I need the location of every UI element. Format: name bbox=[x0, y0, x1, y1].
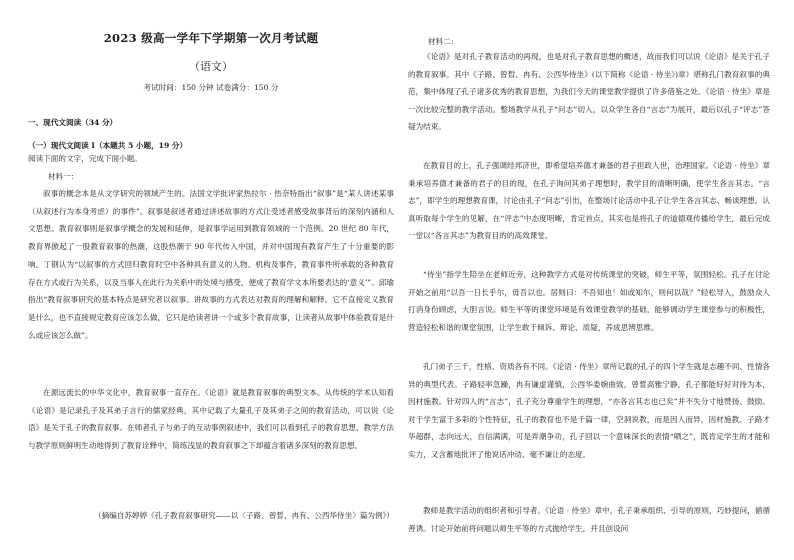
reading-instruction: 阅读下面的文字，完成下面小题。 bbox=[28, 154, 142, 163]
material-2-paragraph-2: 在教育目的上，孔子强调经邦济世，即希望培养德才兼备的君子担政人世，治理国家。《论语 · 侍坐》章秉承培养德才兼备的君子的目的现，在孔子询问其弟子理想时，教学目的清晰明确，使学生各言其志。“言志”，即学生的理想教育课，讨论由孔子“问志”引出，在整场讨论活动中孔子让学生各言其志、畅谈理想，认真听取每个学生的见解，在“评志”中态度明晰，肯定首点，其实也是将孔子的道德观传播给学生，最后完成一堂以“各言其志”为教育目的的高效课堂。 bbox=[408, 161, 770, 240]
material-1-paragraph-2: 在源远流长的中华文化中，教育叙事一直存在。《论语》就是教育叙事的典型文本。从传统的学术认知看《论语》是记录孔子及其弟子言行的儒家经典，其中记载了大量孔子及其弟子之间的教育活动，可以说《论语》是关于孔子的教育叙事。在师者孔子与弟子的互动事例叙述中，我们可以看到孔子的教育思想、教学方法与教学原则鲜明生动地得到了教育诠释中，简练浅显的教育叙事之下却蕴含着诸多深刻的教育思想。 bbox=[28, 388, 394, 451]
exam-info: 考试时间：150 分钟 试卷满分：150 分 bbox=[143, 83, 279, 92]
subsection-heading: （一）现代文阅读 I（本题共 5 小题，19 分） bbox=[28, 141, 188, 150]
exam-title: 2023 级高一学年下学期第一次月考试题 bbox=[103, 31, 319, 45]
material-2-paragraph-4: 孔门弟子三千，性格、资质各有不同。《论语 · 侍坐》章所记载的孔子的四个学生就是志趣不同、性情各异的典型代表。子路轻率急躁，冉有谦虚谨慎，公西华委婉曲致，曾皙高雅宁静，孔子都能好好对待为本，因材施教。针对四人的“言志”，孔子充分尊重学生的理想，“亦各言其志也已矣”并不失分寸地赞扬、鼓励。对于学生富于多彩的个性特征，孔子的教育也不是千篇一律，空洞说教，而是因人而异，因材施教。子路才华超群，志向远大，自信满满，可是弄潮争功，孔子回以一个意味深长的表情“哂之”，既肯定学生的才能和实力，又含蓄地批评了他说话冲动、毫不谦让的态度。 bbox=[408, 362, 770, 459]
section-heading: 一、现代文阅读（34 分） bbox=[28, 118, 118, 127]
material-2-paragraph-1: 《论语》是对孔子教育活动的再现，也是对孔子教育思想的概述，故而我们可以说《论语》是关于孔子的教育叙事。其中《子路、曾晳、冉有、公西华侍坐》(以下简称《论语 · 侍坐》)章）堪称孔门教育叙事的典范，集中体现了孔子诸多优秀的教育思想，为我们今天的课堂教学提供了许多借鉴之处。《论语 · 侍坐》章是一次比较完整的教学活动。整场教学从孔子“问志”切入，以众学生各自“言志”为展开，最后以孔子“评志”答疑为结束。 bbox=[408, 52, 770, 131]
material-1-paragraph-1: 叙事的概念本是从文学研究的领域产生的。法国文学批评家热拉尔 · 热奈特指出“叙事”是“某人讲述某事（从叙述行为本身考虑）的事件”。叙事是叙述者通过讲述故事的方式让受述者感受故事背后的深刻内涵和人文思想。教育叙事则是叙事学概念的发展和延伸，是叙事学运用到教育领域的一个范例。20 世纪 80 年代，教育界掀起了一股教育叙事的热潮，这股热潮于 90 年代传入中国，并对中国现有教育产生了十分重要的影响。丁钢认为“以叙事的方式回归教育时空中各种具有意义的人物、机构及事件，教育事件所承载的各种教育存在方式或行为关系，以及当事人在此行为关系中的处境与感受，便成了教育学文本所要表达的‘意义’”。邱瑜指出“教育叙事研究的基本特点是研究者以叙事、讲故事的方式表达对教育的理解和解释。它不直接定义教育是什么，也不直接规定教育应该怎么做，它只是给读者讲一个或多个教育故事，让读者从故事中体验教育是什么或应该怎么做”。 bbox=[28, 189, 394, 340]
material-2-label: 材料二： bbox=[428, 37, 459, 46]
exam-subject: （语文） bbox=[189, 60, 233, 73]
material-1-label: 材料一： bbox=[48, 172, 79, 181]
material-1-source: （摘编自苏婷婷《孔子教育叙事研究——以〈子路、曾晳、冉有、公西华侍坐〉篇为例》） bbox=[94, 511, 394, 520]
material-2-paragraph-3: “侍坐”指学生陪坐在老师近旁，这种教学方式是对传统课堂的突破，师生平等，氛围轻松。孔子在讨论开始之前用“以吾一日长乎尔，毋吾以也。居则曰：不吾知也！如或知尔，则何以哉？”轻松导入，鼓励众人打消身份顾虑，大胆言说。师生平等的课堂环境是有效课堂教学的基础，能够调动学生课堂参与的积极性，营造轻松和谐的课堂氛围，让学生敢于倾诉、辩论、质疑，养成思辨思维。 bbox=[408, 270, 770, 332]
material-2-paragraph-5: 教师是教学活动的组织者和引导者。《论语 · 侍坐》章中，孔子秉承组织、引导的原则，巧妙提问，循循善诱。讨论开始前将问题以师生平等的方式抛给学生，并且创设问 bbox=[408, 506, 770, 533]
